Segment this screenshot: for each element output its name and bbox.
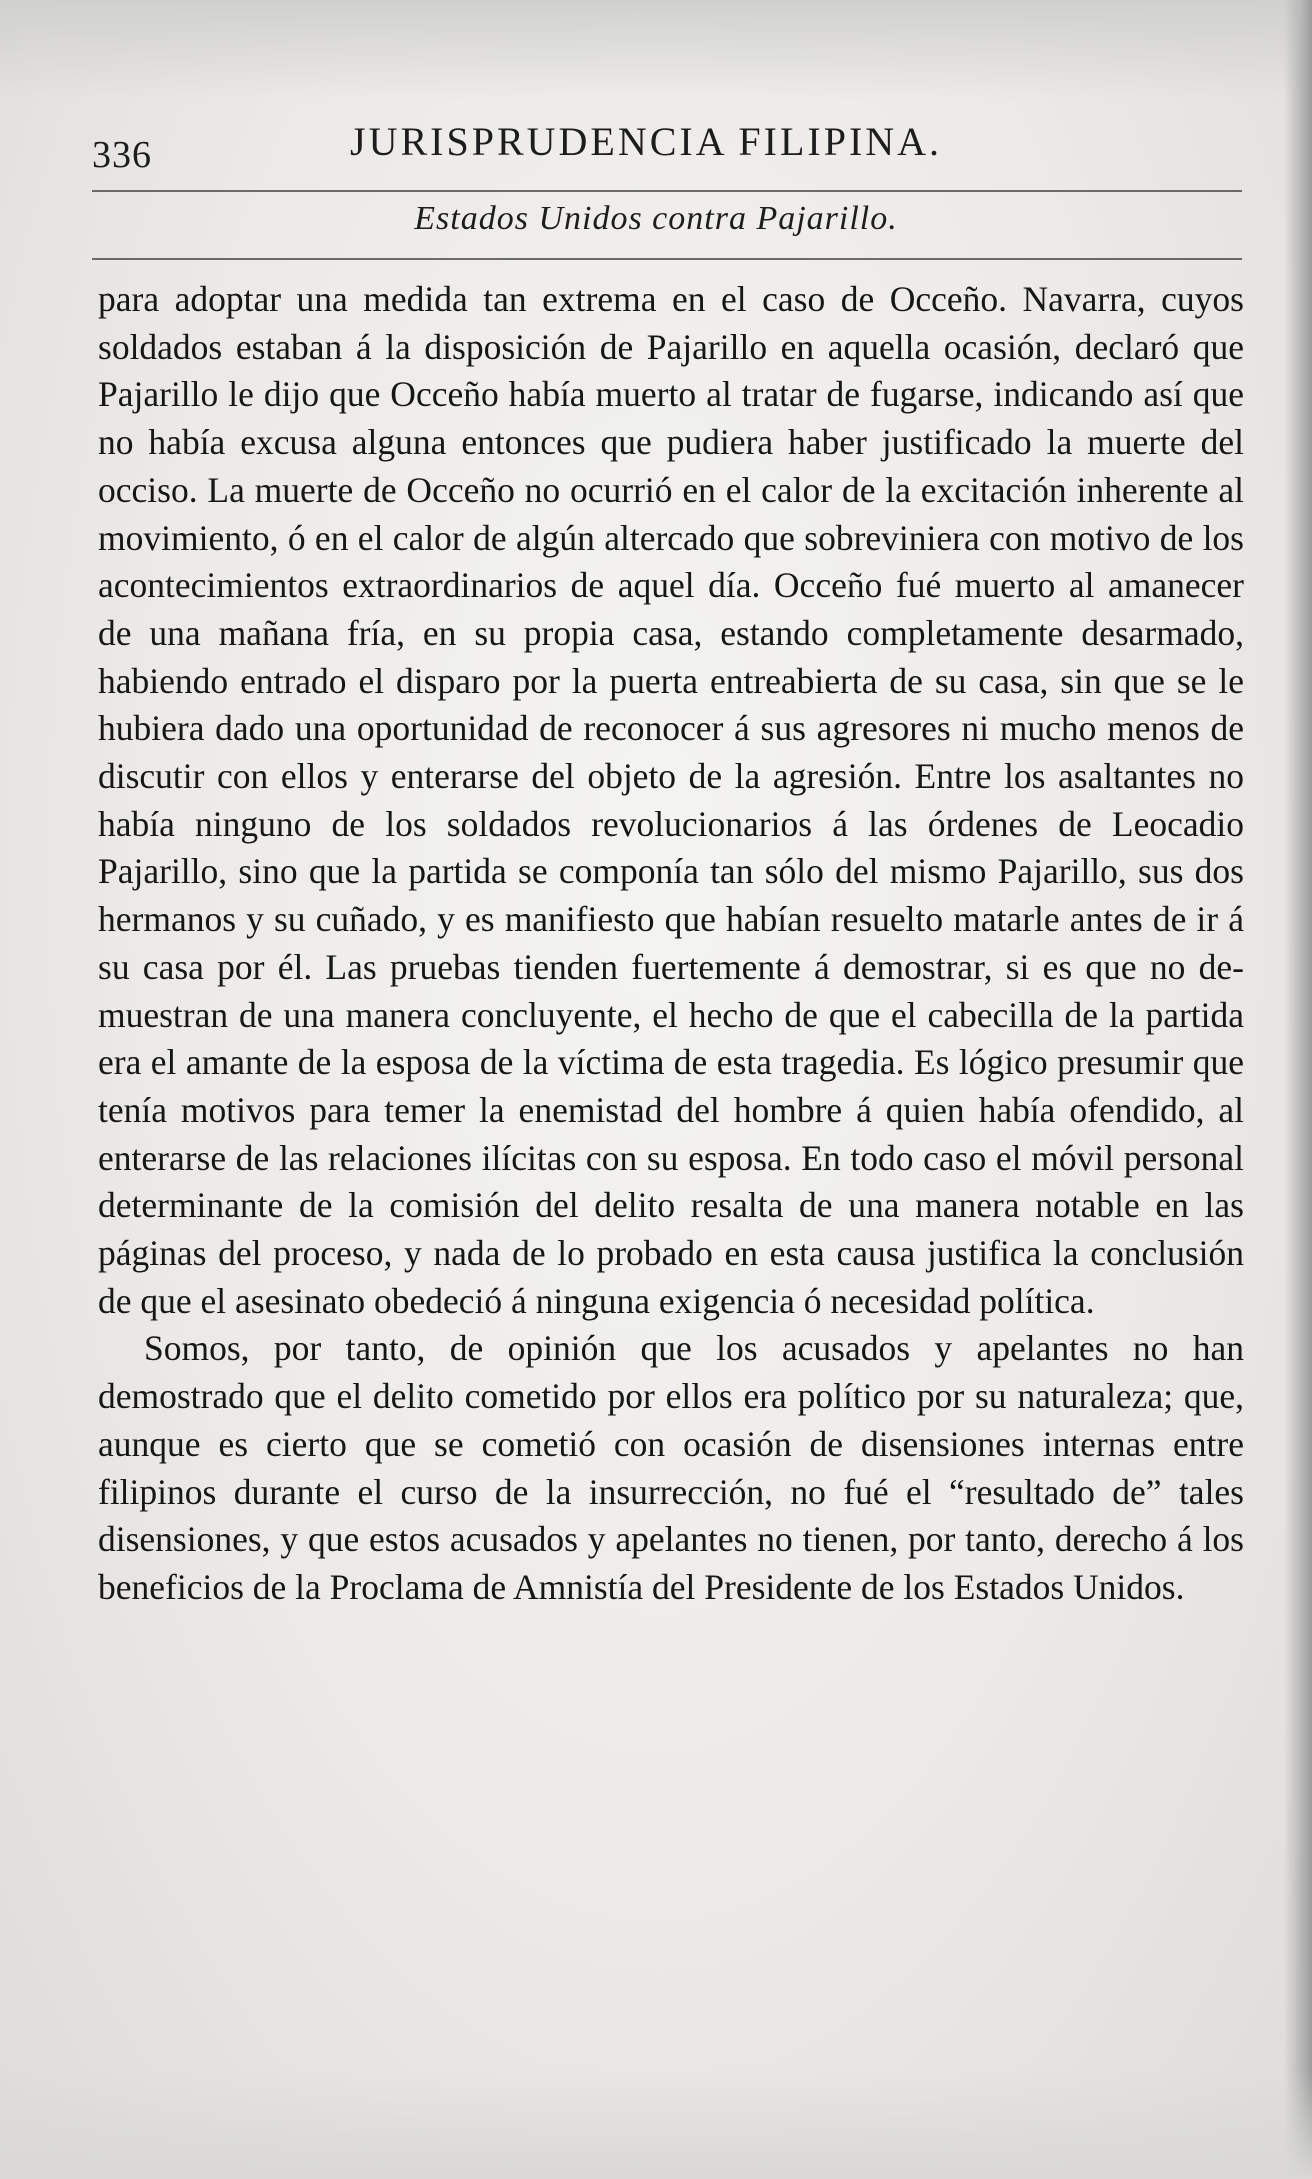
header-rule-top <box>92 190 1242 192</box>
running-head: JURISPRUDENCIA FILIPINA. <box>350 119 943 164</box>
header-rule-bottom <box>92 258 1242 260</box>
paragraph-1: para adoptar una medida tan extrema en el caso de Occeño. Navarra, cuyos soldados estaban á la disposición de Pajarillo en aquella ocasión, declaró que Pajarillo le dijo que Occeño había muerto al tratar de fugarse, indicando así que no había excusa alguna entonces que pudiera haber justificado la muerte del occiso. La muerte de Occeño no ocurrió en el calor de la excitación inherente al movimiento, ó en el calor de algún altercado que sobreviniera con motivo de los acontecimientos extraordinarios de aquel día. Occeño fué muerto al amanecer de una mañana fría, en su propia casa, estando completamente desarmado, habiendo entrado el disparo por la puerta entreabierta de su casa, sin que se le hubiera dado una oportunidad de reconocer á sus agresores ni mucho menos de discutir con ellos y enterarse del objeto de la agresión. Entre los asaltantes no había ninguno de los soldados revolucionarios á las órdenes de Leocadio Pajarillo, sino que la partida se componía tan sólo del mismo Pajarillo, sus dos hermanos y su cuñado, y es manifiesto que habían resuelto matarle antes de ir á su casa por él. Las pruebas tienden fuertemente á demostrar, si es que no demuestran de una manera concluyente, el hecho de que el cabecilla de la partida era el amante de la esposa de la víctima de esta tragedia. Es lógico presumir que tenía motivos para temer la enemistad del hombre á quien había ofendido, al enterarse de las relaciones ilícitas con su esposa. En todo caso el móvil personal determinante de la comisión del delito resalta de una manera notable en las páginas del proceso, y nada de lo probado en esta causa justifica la conclusión de que el asesinato obedeció á ninguna exigencia ó necesidad política. <box>98 279 1244 1321</box>
scan-top-shadow <box>0 0 1312 100</box>
scan-right-edge-shadow <box>1284 0 1312 2179</box>
case-title: Estados Unidos contra Pajarillo. <box>414 200 898 237</box>
body-text <box>98 276 1244 1612</box>
scan-bottom-shadow <box>0 2069 1312 2179</box>
paragraph-2: Somos, por tanto, de opinión que los acusados y apelantes no han demostrado que el delito cometido por ellos era político por su naturaleza; que, aunque es cierto que se cometió con ocasión de disensiones internas entre filipinos durante el curso de la insurrección, no fué el “resultado de” tales disensiones, y que estos acusados y apelantes no tienen, por tanto, derecho á los beneficios de la Proclama de Amnistía del Presidente de los Estados Unidos. <box>98 1328 1244 1607</box>
page-number: 336 <box>92 134 152 176</box>
